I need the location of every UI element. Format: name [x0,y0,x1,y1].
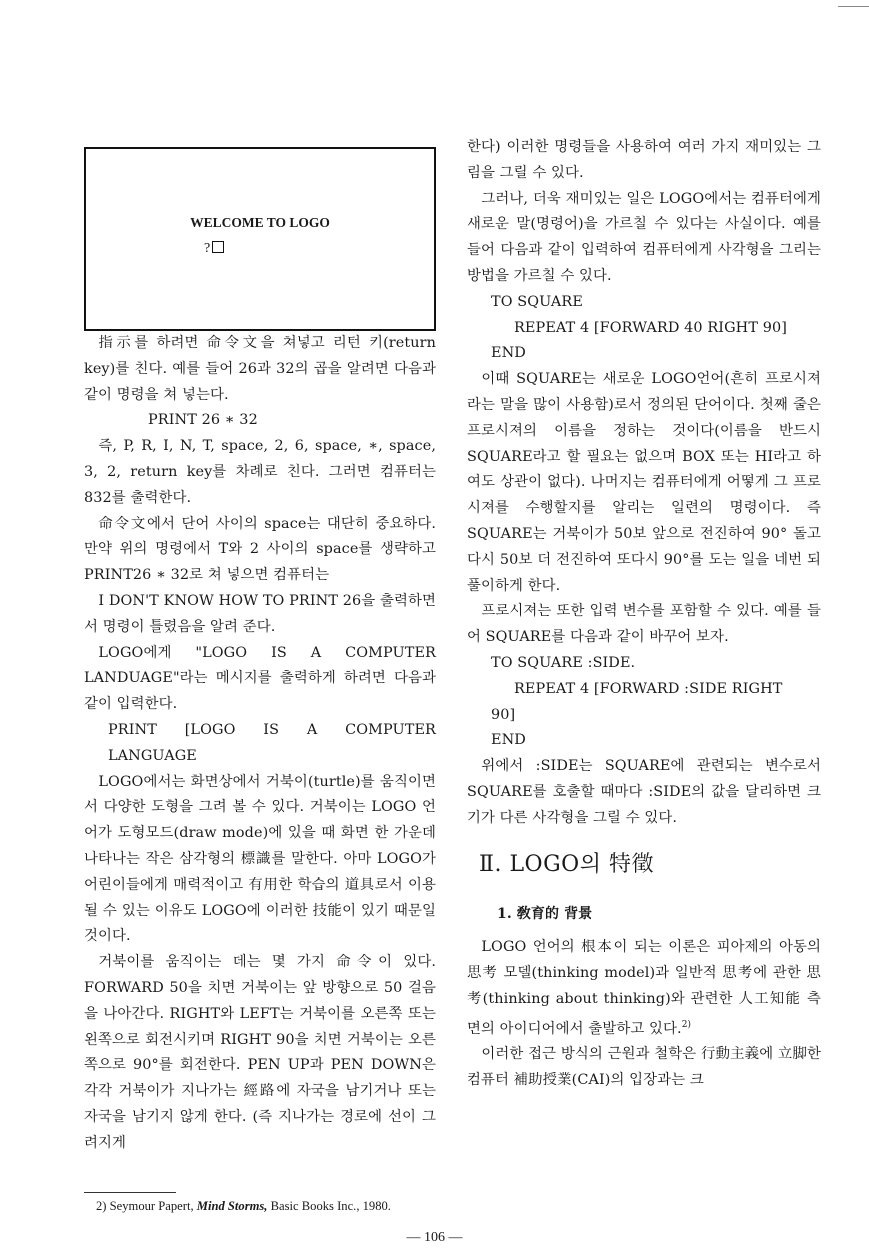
paragraph: 이러한 접근 방식의 근원과 철학은 行動主義에 立脚한 컴퓨터 補助授業(CAI)의 입장과는 크 [467,1046,821,1089]
footnote-number: 2) [96,1199,107,1213]
left-column [84,331,436,1157]
right-column [467,135,821,1094]
code-line: TO SQUARE [491,293,583,310]
prompt-char: ? [204,241,211,256]
paragraph: LOGO에게 "LOGO IS A COMPUTER LANDUAGE"라는 메시지를 출력하게 하려면 다음과 같이 입력한다. [84,644,436,713]
section-heading: Ⅱ. LOGO의 特徵 [479,851,654,877]
code-line: 90] [491,706,516,723]
paragraph: LOGO에서는 화면상에서 거북이(turtle)를 움직이면서 다양한 도형을 그려 볼 수 있다. 거북이는 LOGO 언어가 도형모드(draw mode)에 있을 때 화면 한 가운데 나타나는 작은 삼각형의 標識를 말한다. 아마 LOGO가 어린이들에게 매력적이고 有用한 학습의 道具로서 이용될 수 있는 이유도 LOGO에 이러한 技能이 있기 때문일 것이다. [84,773,436,945]
paragraph: 한다) 이러한 명령들을 사용하여 여러 가지 재미있는 그림을 그릴 수 있다. [467,139,821,181]
code-line: END [491,732,526,749]
logo-screen-figure [84,147,436,331]
code-line: END [491,345,526,362]
screen-welcome-text: WELCOME TO LOGO [190,215,330,230]
code-line: PRINT 26 ∗ 32 [148,412,258,429]
code-line: PRINT [LOGO IS A COMPUTER LANGUAGE [108,721,436,764]
paragraph: I DON'T KNOW HOW TO PRINT 26을 출력하면서 명령이 틀렸음을 알려 준다. [84,592,436,635]
code-line: REPEAT 4 [FORWARD :SIDE RIGHT [514,680,783,697]
paragraph: 命令文에서 단어 사이의 space는 대단히 중요하다. 만약 위의 명령에서 T와 2 사이의 space를 생략하고 PRINT26 ∗ 32로 쳐 넣으면 컴퓨터는 [84,515,436,584]
footnote-ref: 2) [681,1019,692,1030]
paragraph: 거북이를 움직이는 데는 몇 가지 命令이 있다. FORWARD 50을 치면 거북이는 앞 방향으로 50 걸음을 나아간다. RIGHT와 LEFT는 거북이를 오른쪽 또는 왼쪽으로 회전시키며 RIGHT 90을 치면 거북이는 오른쪽으로 90°를 회전한다. PEN UP과 PEN DOWN은 각각 거북이가 지나가는 經路에 자국을 남기거나 또는 자국을 남기지 않게 한다. (즉 지나가는 경로에 선이 그려지게 [84,954,436,1151]
paragraph: 위에서 :SIDE는 SQUARE에 관련되는 변수로서 SQUARE를 호출할 때마다 :SIDE의 값을 달리하면 크기가 다른 사각형을 그릴 수 있다. [467,758,821,826]
footnote-title: Mind Storms, [196,1199,268,1213]
cursor-icon [212,241,224,253]
paragraph: 指示를 하려면 命令文을 쳐넣고 리턴 키(return key)를 친다. 예를 들어 26과 32의 곱을 알려면 다음과 같이 명령을 쳐 넣는다. [84,335,436,403]
footnote-author: Seymour Papert, [109,1199,194,1213]
top-rule [838,6,869,7]
paragraph [467,935,821,1042]
footnote [96,1199,391,1214]
paragraph: 프로시져는 또한 입력 변수를 포함할 수 있다. 예를 들어 SQUARE를 다음과 같이 바꾸어 보자. [467,603,821,646]
paragraph: 그러나, 더욱 재미있는 일은 LOGO에서는 컴퓨터에게 새로운 말(명령어)을 가르칠 수 있다는 사실이다. 예를 들어 다음과 같이 입력하여 컴퓨터에게 사각형을 그리는 방법을 가르칠 수 있다. [467,190,821,284]
screen-prompt [204,241,224,257]
subsection-heading: 1. 敎育的 背景 [497,905,593,922]
footnote-rule [84,1192,176,1193]
paragraph: 즉, P, R, I, N, T, space, 2, 6, space, ∗, space, 3, 2, return key를 차례로 친다. 그러면 컴퓨터는 832를 출력한다. [84,438,436,506]
code-line: TO SQUARE :SIDE. [491,654,636,671]
code-line: REPEAT 4 [FORWARD 40 RIGHT 90] [514,319,787,336]
paragraph-text: LOGO 언어의 根本이 되는 이론은 피아제의 아동의 思考 모델(thinking model)과 일반적 思考에 관한 思考(thinking about thinking)와 관련한 人工知能 측면의 아이디어에서 출발하고 있다. [467,939,821,1037]
page-number: — 106 — [406,1230,463,1245]
paragraph: 이때 SQUARE는 새로운 LOGO언어(흔히 프로시져라는 말을 많이 사용함)로서 정의된 단어이다. 첫째 줄은 프로시져의 이름을 정하는 것이다(이름을 반드시 SQUARE라고 할 필요는 없으며 BOX 또는 HI라고 하여도 상관이 없다). 나머지는 컴퓨터에게 어떻게 그 프로시져를 수행할지를 알리는 일련의 명령이다. 즉 SQUARE는 거북이가 50보 앞으로 전진하여 90° 돌고 다시 50보 더 전진하여 또다시 90°를 도는 일을 네번 되풀이하게 한다. [467,371,821,594]
footnote-publisher: Basic Books Inc., 1980. [270,1199,391,1213]
